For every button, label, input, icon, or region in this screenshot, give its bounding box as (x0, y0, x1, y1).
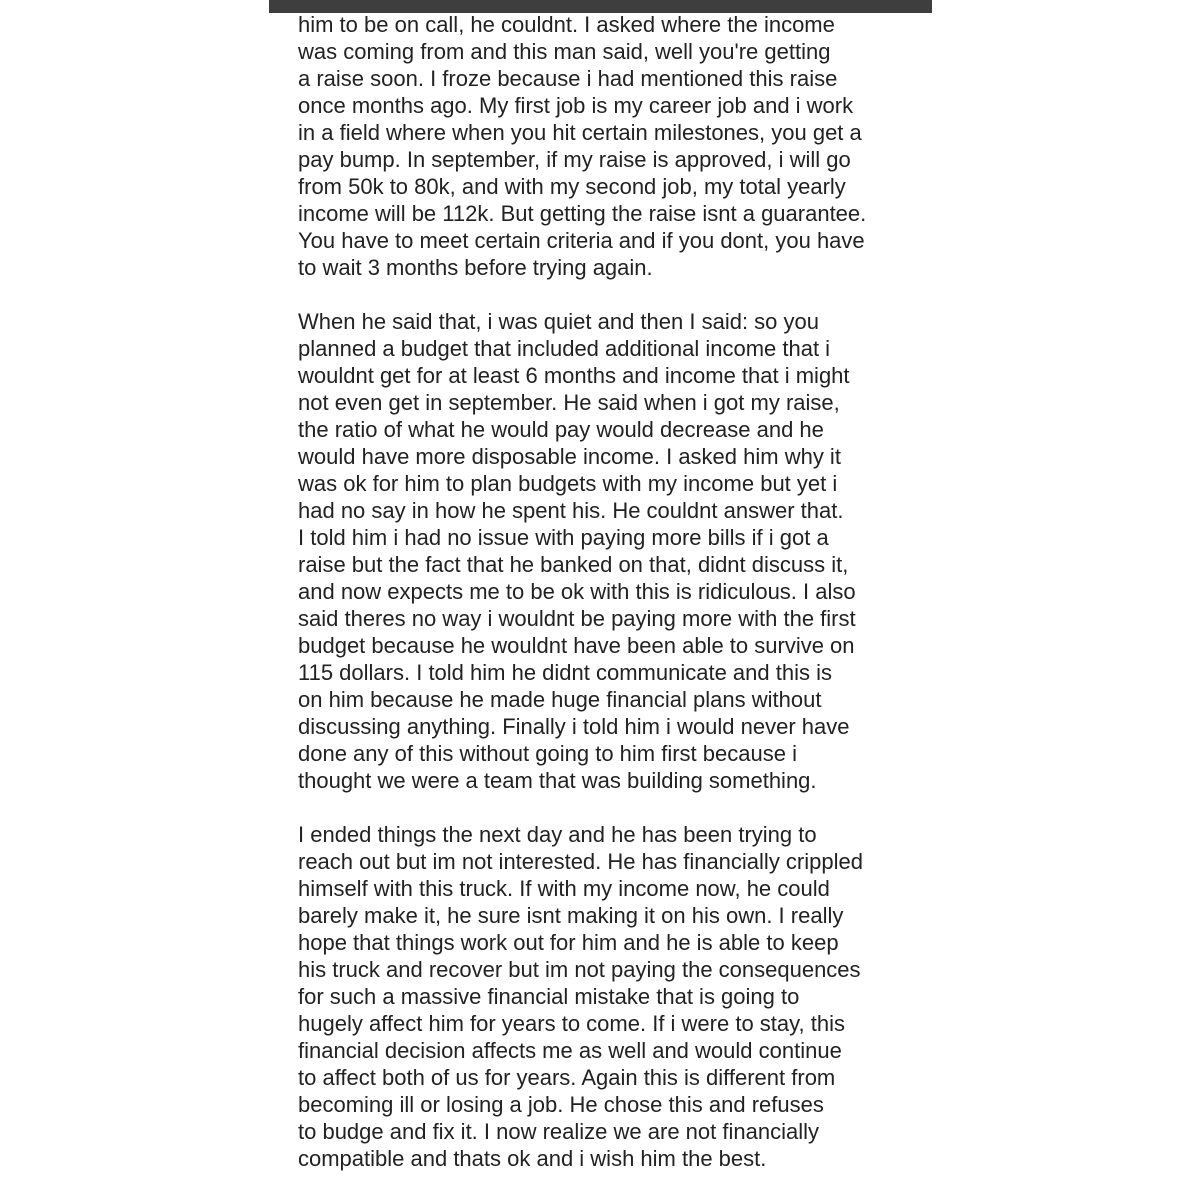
text-line: wouldnt get for at least 6 months and income that i might (298, 363, 850, 388)
text-line: barely make it, he sure isnt making it on his own. I really (298, 903, 844, 928)
text-line: financial decision affects me as well and would continue (298, 1038, 842, 1063)
text-line: for such a massive financial mistake that is going to (298, 984, 800, 1009)
paragraph-gap (298, 794, 918, 821)
text-line: raise but the fact that he banked on that, didnt discuss it, (298, 552, 849, 577)
text-line: I ended things the next day and he has been trying to (298, 822, 817, 847)
text-line: discussing anything. Finally i told him i would never have (298, 714, 850, 739)
text-line: You have to meet certain criteria and if you dont, you have (298, 228, 865, 253)
text-line: said theres no way i wouldnt be paying more with the first (298, 606, 856, 631)
text-line: thought we were a team that was building something. (298, 768, 817, 793)
text-line: had no say in how he spent his. He couldnt answer that. (298, 498, 844, 523)
text-line: a raise soon. I froze because i had mentioned this raise (298, 66, 838, 91)
text-line: the ratio of what he would pay would decrease and he (298, 417, 824, 442)
text-line: was ok for him to plan budgets with my income but yet i (298, 471, 838, 496)
text-line: from 50k to 80k, and with my second job, my total yearly (298, 174, 846, 199)
text-line: on him because he made huge financial plans without (298, 687, 822, 712)
paragraph-2 (298, 308, 918, 794)
paragraph-3 (298, 821, 918, 1172)
text-line: income will be 112k. But getting the raise isnt a guarantee. (298, 201, 867, 226)
text-line: When he said that, i was quiet and then I said: so you (298, 309, 819, 334)
paragraph-1 (298, 11, 918, 281)
text-line: I told him i had no issue with paying more bills if i got a (298, 525, 829, 550)
text-line: to affect both of us for years. Again this is different from (298, 1065, 836, 1090)
text-line: budget because he wouldnt have been able to survive on (298, 633, 855, 658)
text-line: not even get in september. He said when i got my raise, (298, 390, 840, 415)
text-line: once months ago. My first job is my career job and i work (298, 93, 854, 118)
post-text (298, 11, 918, 1172)
text-line: hope that things work out for him and he is able to keep (298, 930, 839, 955)
text-line: compatible and thats ok and i wish him the best. (298, 1146, 767, 1171)
text-line: planned a budget that included additional income that i (298, 336, 831, 361)
text-line: him to be on call, he couldnt. I asked where the income (298, 12, 835, 37)
paragraph-gap (298, 281, 918, 308)
text-line: pay bump. In september, if my raise is approved, i will go (298, 147, 851, 172)
text-line: and now expects me to be ok with this is ridiculous. I also (298, 579, 856, 604)
text-line: becoming ill or losing a job. He chose this and refuses (298, 1092, 824, 1117)
text-line: to wait 3 months before trying again. (298, 255, 653, 280)
text-line: would have more disposable income. I asked him why it (298, 444, 841, 469)
text-line: 115 dollars. I told him he didnt communicate and this is (298, 660, 832, 685)
text-line: done any of this without going to him first because i (298, 741, 797, 766)
text-line: to budge and fix it. I now realize we are not financially (298, 1119, 819, 1144)
text-line: in a field where when you hit certain milestones, you get a (298, 120, 862, 145)
text-line: was coming from and this man said, well you're getting (298, 39, 831, 64)
text-line: himself with this truck. If with my income now, he could (298, 876, 830, 901)
text-line: reach out but im not interested. He has financially crippled (298, 849, 863, 874)
text-line: his truck and recover but im not paying the consequences (298, 957, 861, 982)
text-line: hugely affect him for years to come. If i were to stay, this (298, 1011, 845, 1036)
